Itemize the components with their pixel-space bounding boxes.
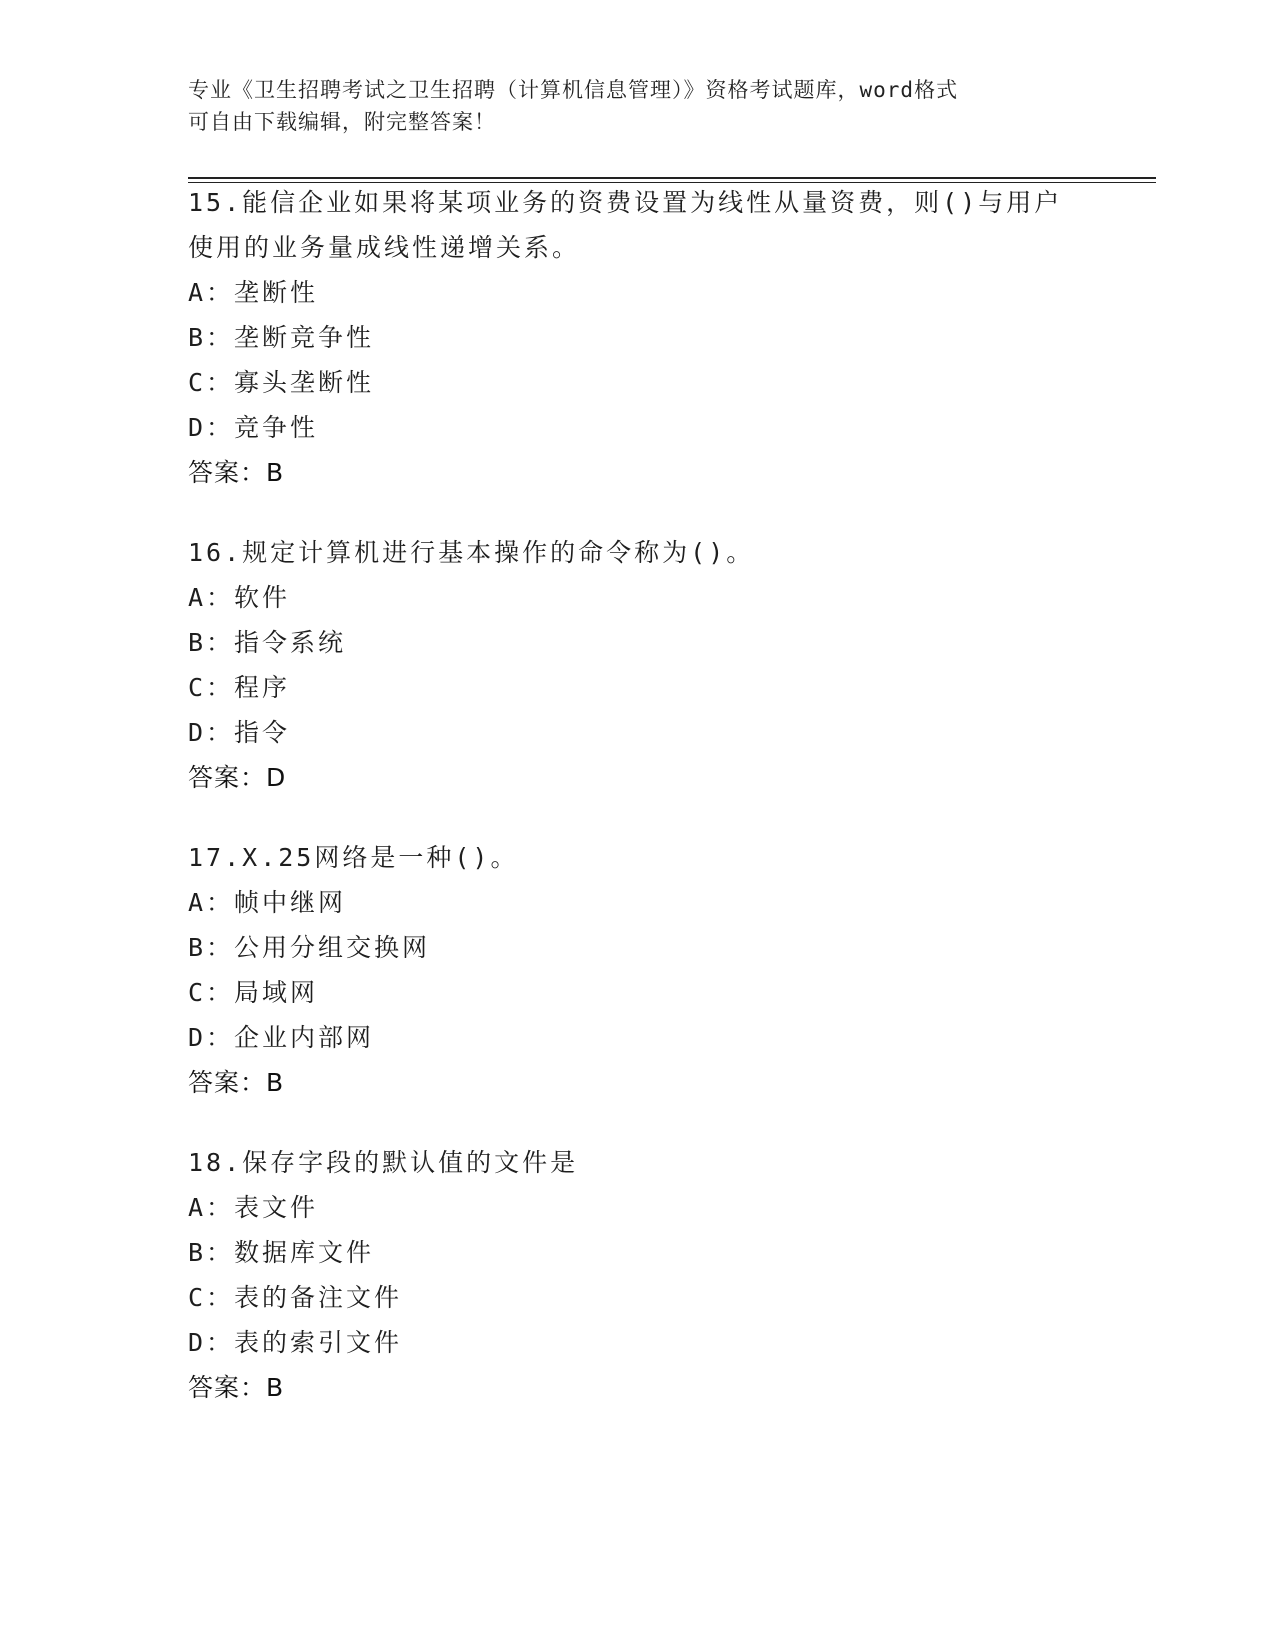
option-b: B：指令系统	[188, 628, 347, 657]
option-d: D：表的索引文件	[188, 1328, 403, 1357]
question-stem: 使用的业务量成线性递增关系。	[188, 233, 581, 262]
option-b: B：数据库文件	[188, 1238, 375, 1267]
option-a: A：垄断性	[188, 278, 319, 307]
answer: 答案：B	[188, 458, 285, 487]
header-line-2: 可自由下载编辑，附完整答案！	[188, 110, 496, 134]
answer: 答案：D	[188, 763, 287, 792]
option-c: C：局域网	[188, 978, 319, 1007]
question-stem: 15.能信企业如果将某项业务的资费设置为线性从量资费，则()与用户	[188, 188, 1063, 217]
option-d: D：企业内部网	[188, 1023, 375, 1052]
header-divider-thick	[188, 177, 1156, 179]
option-a: A：表文件	[188, 1193, 319, 1222]
question-16	[188, 530, 1088, 801]
option-a: A：帧中继网	[188, 888, 347, 917]
option-d: D：指令	[188, 718, 291, 747]
option-b: B：垄断竞争性	[188, 323, 375, 352]
option-c: C：表的备注文件	[188, 1283, 403, 1312]
question-stem: 18.保存字段的默认值的文件是	[188, 1148, 579, 1177]
question-stem: 16.规定计算机进行基本操作的命令称为()。	[188, 538, 755, 567]
option-c: C：程序	[188, 673, 291, 702]
answer: 答案：B	[188, 1373, 285, 1402]
answer: 答案：B	[188, 1068, 285, 1097]
option-d: D：竞争性	[188, 413, 319, 442]
question-15	[188, 180, 1088, 496]
question-18	[188, 1140, 1088, 1411]
document-header	[188, 74, 1088, 138]
option-b: B：公用分组交换网	[188, 933, 431, 962]
option-a: A：软件	[188, 583, 291, 612]
question-17	[188, 835, 1088, 1106]
header-line-1: 专业《卫生招聘考试之卫生招聘（计算机信息管理）》资格考试题库，word格式	[188, 78, 959, 102]
question-stem: 17.X.25网络是一种()。	[188, 843, 519, 872]
option-c: C：寡头垄断性	[188, 368, 375, 397]
